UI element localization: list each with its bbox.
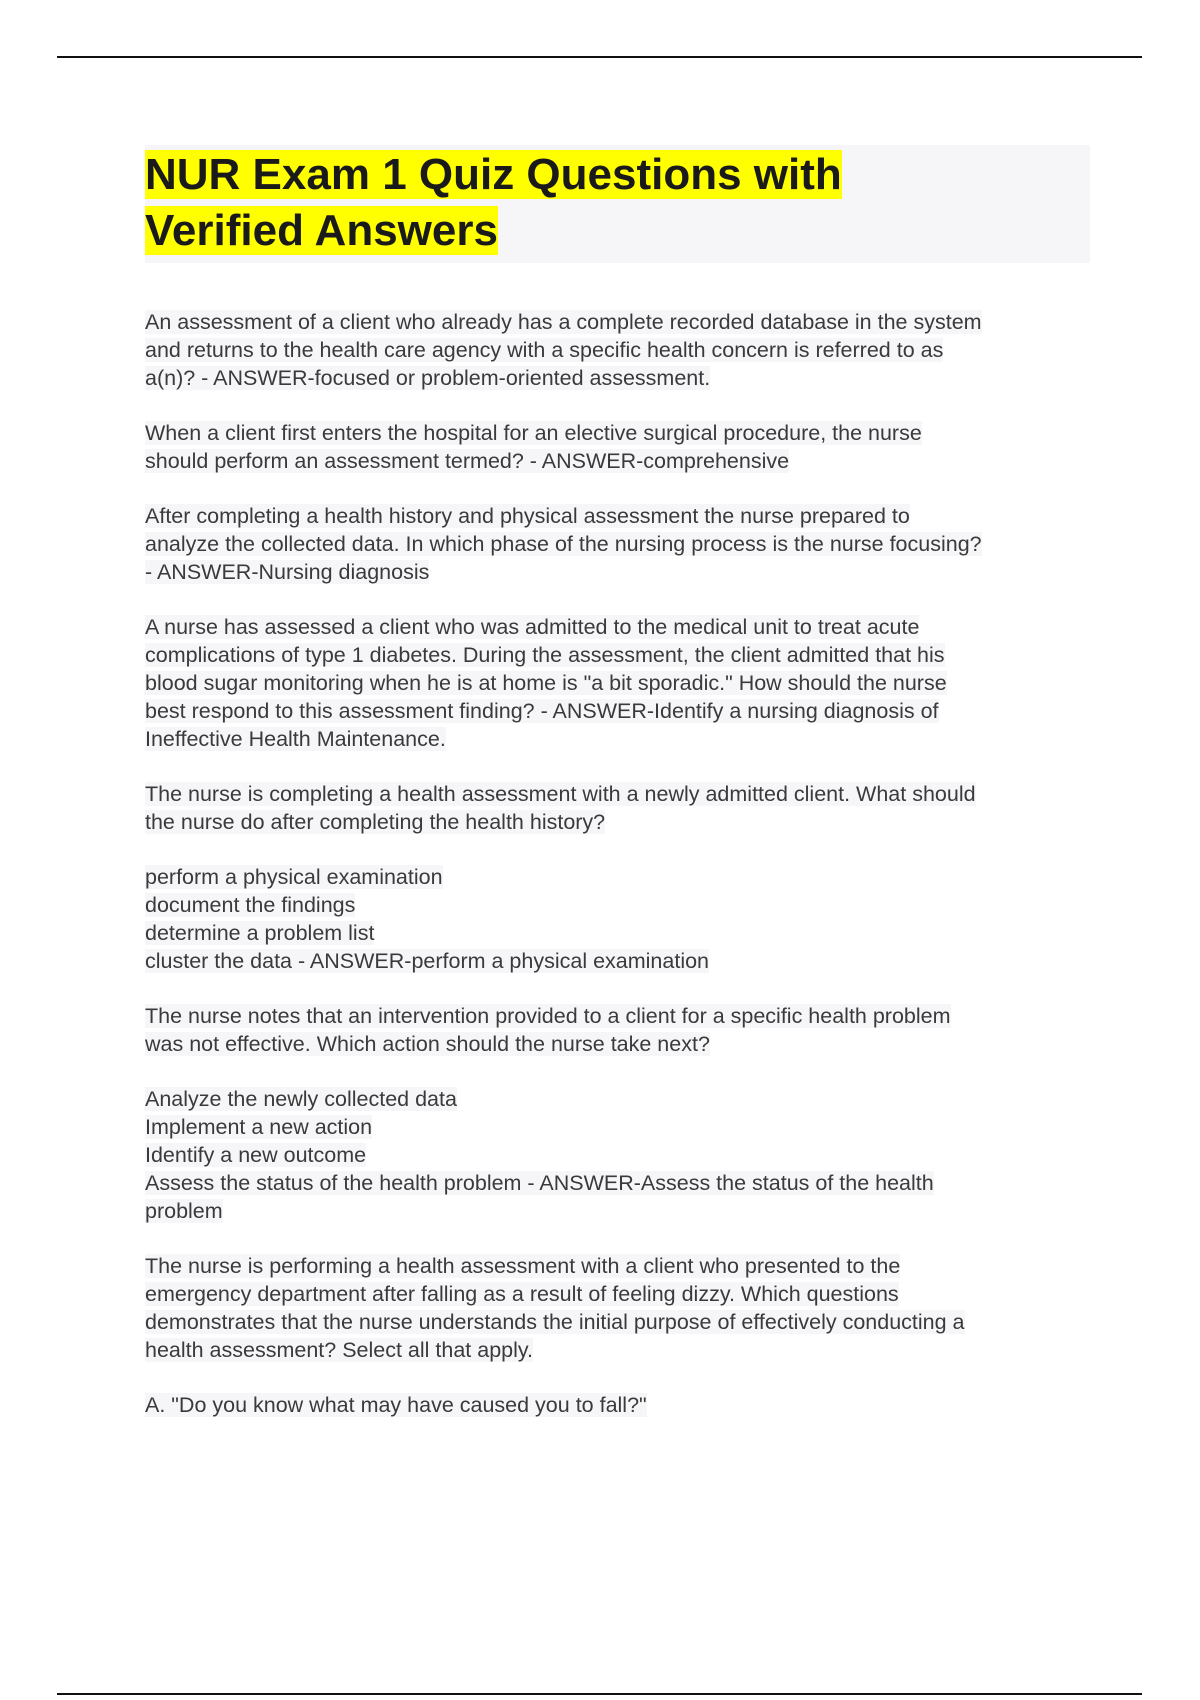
question-comprehensive-assessment: When a client first enters the hospital for an elective surgical procedure, the nurse should perform an assessment termed? - ANSWER-comprehensive: [145, 421, 922, 473]
options-after-health-history: perform a physical examination document the findings determine a problem list cluster the data - ANSWER-perform a physical examination: [145, 865, 710, 973]
question-nursing-diagnosis: After completing a health history and physical assessment the nurse prepared to analyze the collected data. In which phase of the nursing process is the nurse focusing? - ANSWER-Nursing diagnosis: [145, 504, 982, 584]
title-highlight-line-1: NUR Exam 1 Quiz Questions with: [145, 150, 842, 199]
title-highlight-line-2: Verified Answers: [145, 206, 498, 255]
title-block: [145, 145, 1090, 263]
question-after-health-history: The nurse is completing a health assessment with a newly admitted client. What should the nurse do after completing the health history?: [145, 782, 976, 834]
question-fall-assessment: The nurse is performing a health assessment with a client who presented to the emergency department after falling as a result of feeling dizzy. Which questions demonstrates that the nurse understands the initial purpose of effectively conducting a health assessment? Select all that apply.: [145, 1254, 965, 1362]
document-title: [145, 147, 1090, 259]
question-intervention-not-effective: The nurse notes that an intervention provided to a client for a specific health problem was not effective. Which action should the nurse take next?: [145, 1004, 951, 1056]
option-a-fall-cause: A. "Do you know what may have caused you to fall?": [145, 1393, 647, 1417]
question-focused-assessment: An assessment of a client who already has a complete recorded database in the system and returns to the health care agency with a specific health concern is referred to as a(n)? - ANSWER-focused or problem-oriented assessment.: [145, 310, 982, 390]
bottom-rule: [57, 1693, 1142, 1695]
question-diabetes-monitoring: A nurse has assessed a client who was admitted to the medical unit to treat acute complications of type 1 diabetes. During the assessment, the client admitted that his blood sugar monitoring when he is at home is "a bit sporadic." How should the nurse best respond to this assessment finding? - ANSWER-Identify a nursing diagnosis of Ineffective Health Maintenance.: [145, 615, 947, 751]
document-body: [145, 145, 1090, 1446]
top-rule: [57, 56, 1142, 58]
options-intervention-not-effective: Analyze the newly collected data Implement a new action Identify a new outcome Assess the status of the health problem - ANSWER-Assess the status of the health problem: [145, 1087, 934, 1223]
